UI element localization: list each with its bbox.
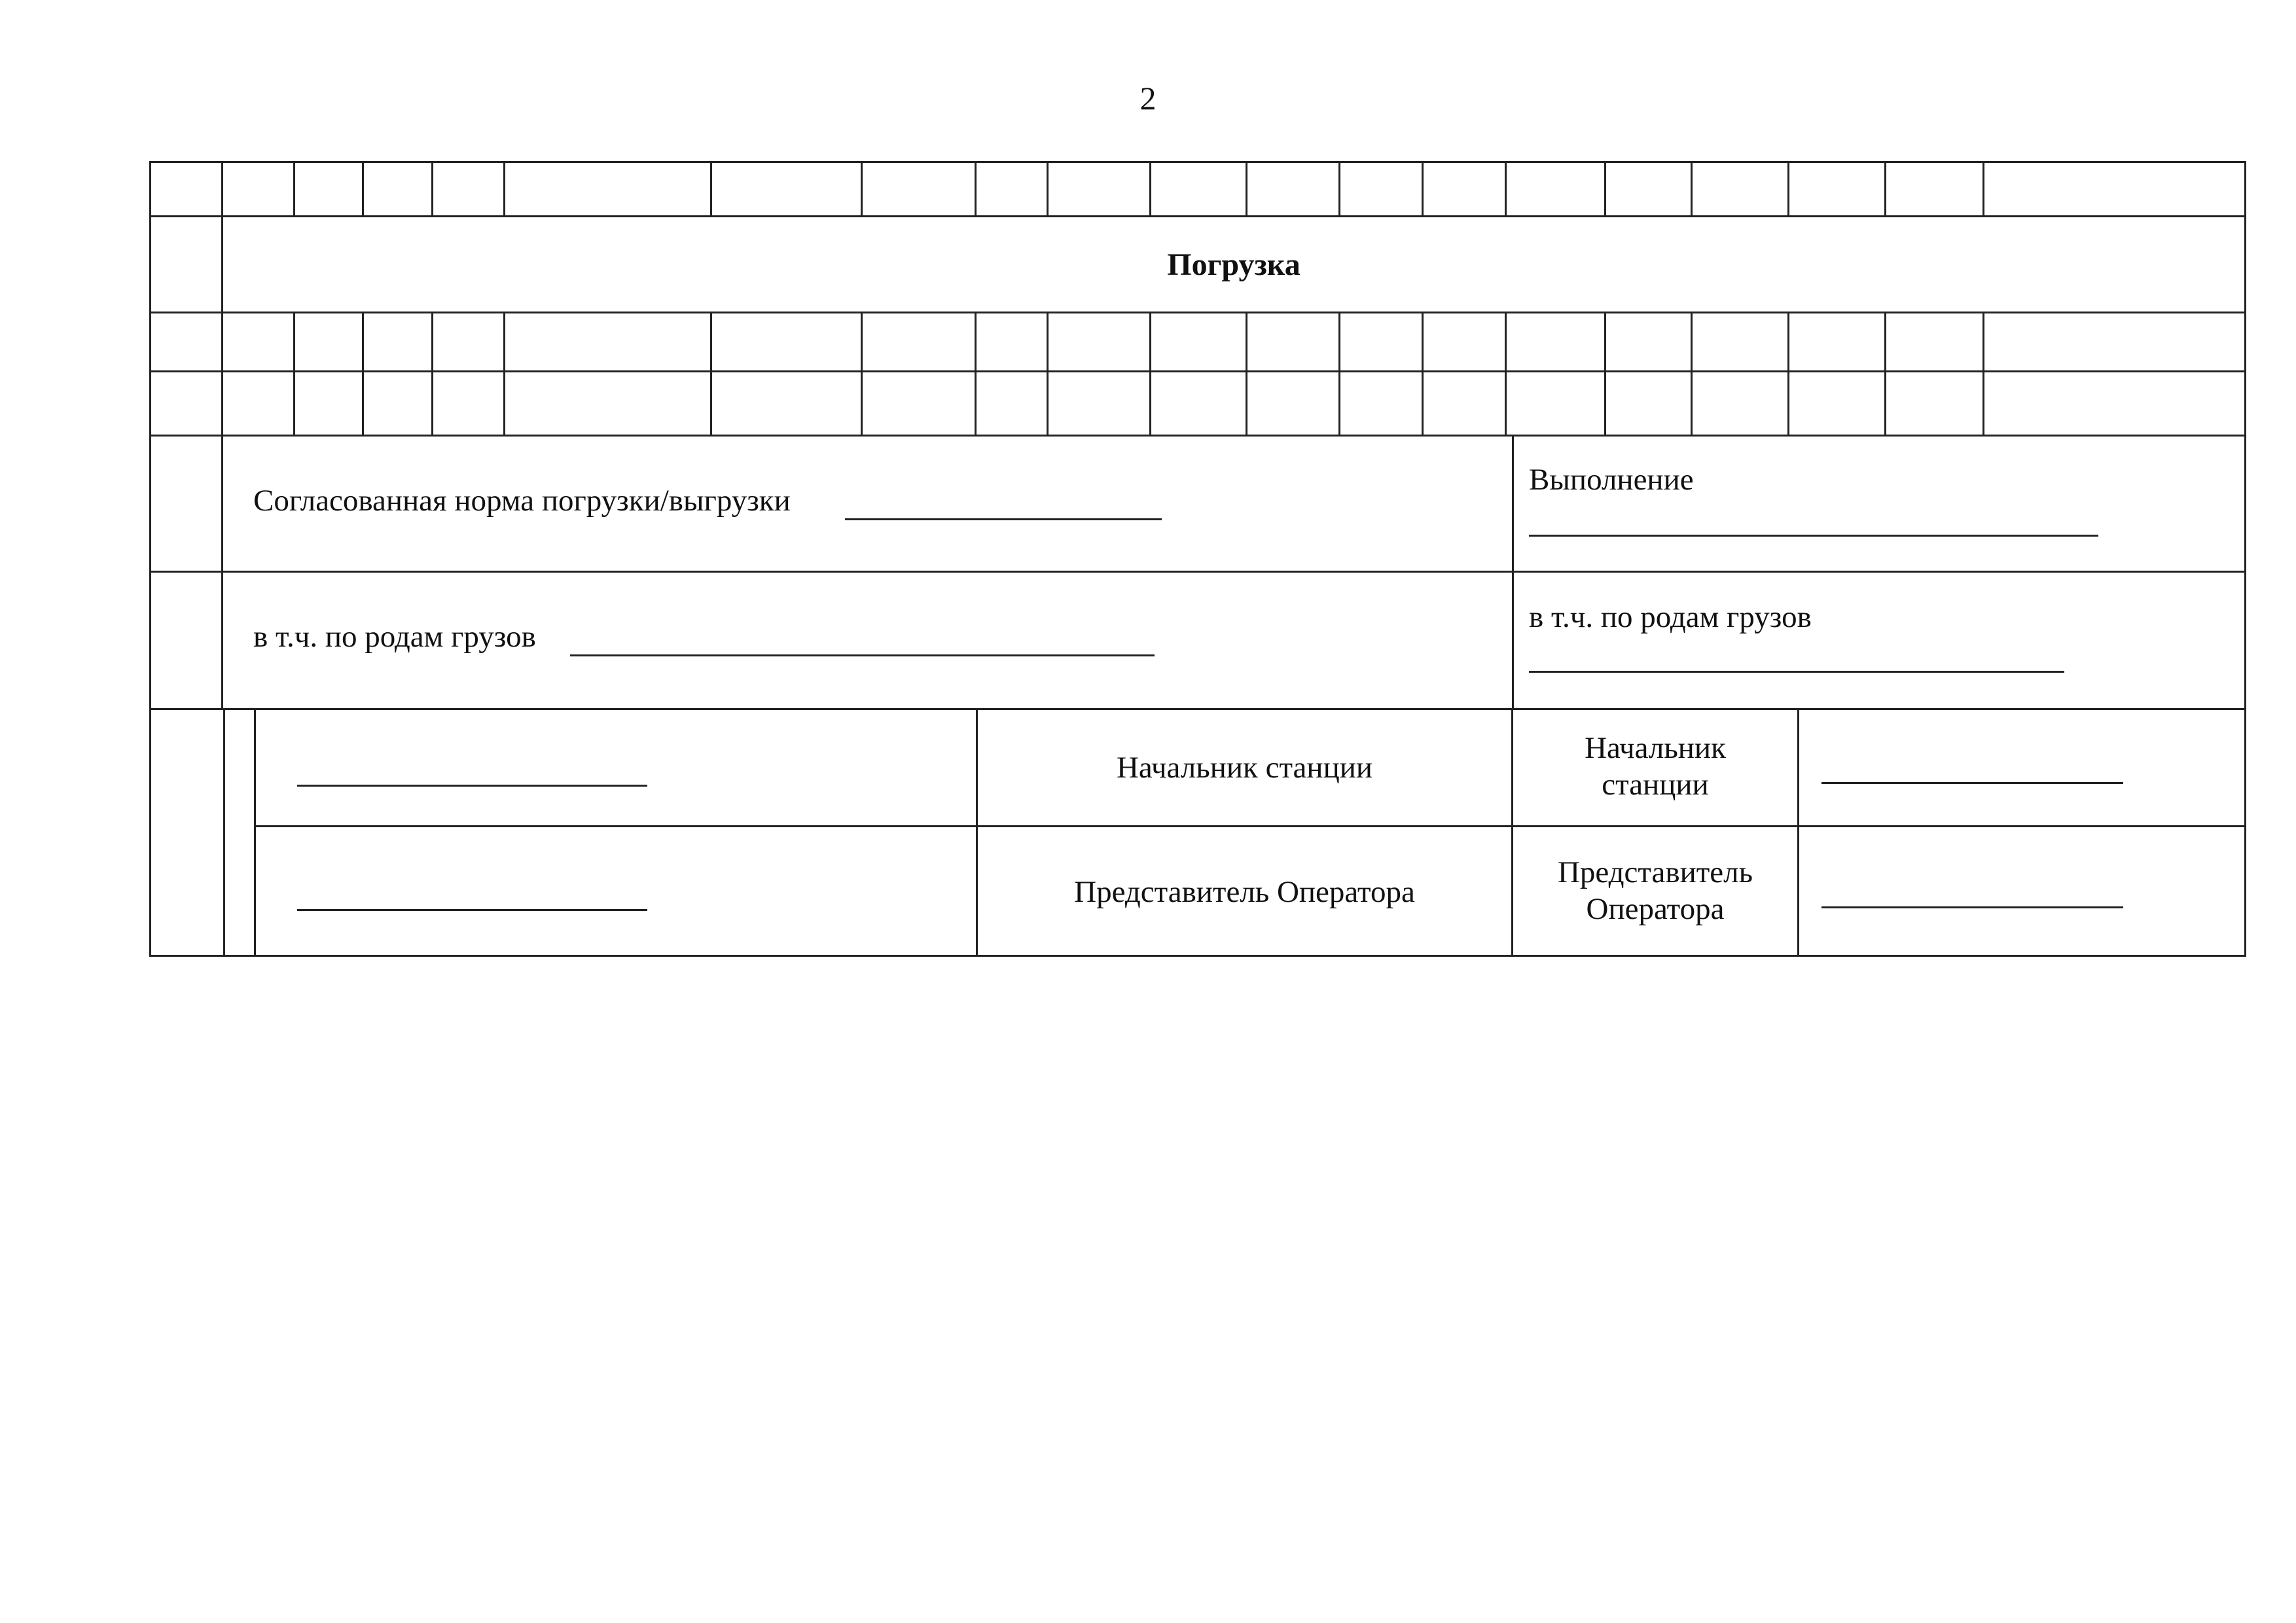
grid-cell — [1606, 372, 1693, 435]
grid-cell — [1606, 163, 1693, 215]
grid-cell — [364, 372, 433, 435]
grid-row-3 — [151, 372, 2244, 437]
station-chief-short-line-1: Начальник — [1585, 731, 1726, 765]
grid-cell — [863, 313, 977, 370]
norm-label: Согласованная норма погрузки/выгрузки — [253, 484, 791, 518]
row-marker-cell — [151, 573, 223, 708]
grid-cell — [1789, 313, 1886, 370]
grid-cell — [1693, 372, 1789, 435]
grid-cell — [295, 163, 364, 215]
grid-cell — [1886, 313, 1984, 370]
grid-cell — [977, 313, 1049, 370]
grid-cell — [1693, 163, 1789, 215]
grid-cell — [433, 163, 505, 215]
grid-cell — [977, 163, 1049, 215]
grid-cell — [433, 313, 505, 370]
cargo-left-fill-line — [570, 654, 1155, 656]
grid-cell — [1424, 163, 1507, 215]
grid-cell — [151, 163, 223, 215]
grid-cell — [1424, 372, 1507, 435]
station-chief-label: Начальник станции — [1116, 751, 1373, 785]
station-chief-short-line-2: станции — [1602, 768, 1709, 802]
execution-fill-line — [1529, 535, 2098, 537]
execution-label: Выполнение — [1529, 463, 1694, 497]
grid-row-2 — [151, 313, 2244, 372]
grid-cell — [712, 163, 863, 215]
grid-cell — [863, 372, 977, 435]
section-row — [151, 217, 2244, 313]
grid-cell — [1424, 313, 1507, 370]
operator-rep-short-line-1: Представитель — [1557, 855, 1753, 889]
operator-rep-short-line-2: Оператора — [1586, 892, 1725, 926]
grid-cell — [1606, 313, 1693, 370]
grid-cell — [505, 163, 712, 215]
loading-form-table — [149, 161, 2246, 957]
grid-cell — [1151, 163, 1247, 215]
grid-cell — [295, 313, 364, 370]
cargo-right-label: в т.ч. по родам грузов — [1529, 600, 1812, 634]
grid-cell — [223, 163, 295, 215]
grid-cell — [1789, 372, 1886, 435]
row-marker-cell — [151, 217, 223, 312]
grid-cell — [505, 313, 712, 370]
grid-cell — [505, 372, 712, 435]
grid-cell — [1049, 313, 1151, 370]
column-divider — [254, 710, 256, 955]
grid-cell — [1340, 163, 1424, 215]
grid-cell — [364, 163, 433, 215]
grid-cell — [1507, 372, 1606, 435]
grid-cell — [1984, 163, 2244, 215]
grid-cell — [1247, 313, 1340, 370]
grid-cell — [1049, 372, 1151, 435]
norm-row — [151, 437, 2244, 573]
cargo-left-label: в т.ч. по родам грузов — [253, 620, 536, 654]
grid-cell — [433, 372, 505, 435]
grid-cell — [364, 313, 433, 370]
grid-cell — [1247, 163, 1340, 215]
grid-cell — [1693, 313, 1789, 370]
cargo-left-cell — [223, 573, 1514, 708]
grid-cell — [863, 163, 977, 215]
grid-cell — [1886, 372, 1984, 435]
execution-cell — [1514, 437, 2244, 571]
grid-cell — [223, 372, 295, 435]
column-divider — [223, 710, 225, 955]
grid-cell — [712, 313, 863, 370]
grid-cell — [1507, 313, 1606, 370]
grid-cell — [1340, 313, 1424, 370]
page-number: 2 — [1139, 80, 1157, 116]
station-chief-right-signature-line — [1821, 782, 2123, 784]
column-divider — [976, 710, 978, 955]
cargo-right-cell — [1514, 573, 2244, 708]
norm-cell — [223, 437, 1514, 571]
grid-cell — [1507, 163, 1606, 215]
operator-rep-short-label — [1513, 854, 1797, 927]
grid-cell — [1247, 372, 1340, 435]
grid-cell — [977, 372, 1049, 435]
station-chief-signature-line — [297, 785, 647, 787]
grid-cell — [1984, 372, 2244, 435]
column-divider — [1797, 710, 1799, 955]
grid-cell — [295, 372, 364, 435]
grid-cell — [1886, 163, 1984, 215]
row-marker-cell — [151, 437, 223, 571]
grid-cell — [1151, 313, 1247, 370]
station-chief-short-label — [1513, 730, 1797, 803]
grid-cell — [223, 313, 295, 370]
grid-cell — [1984, 313, 2244, 370]
grid-cell — [1049, 163, 1151, 215]
grid-cell — [1340, 372, 1424, 435]
grid-cell — [1789, 163, 1886, 215]
cargo-row — [151, 573, 2244, 710]
signature-block — [151, 710, 2244, 955]
grid-cell — [1151, 372, 1247, 435]
operator-rep-signature-line — [297, 909, 647, 911]
operator-rep-right-signature-line — [1821, 906, 2123, 908]
norm-fill-line — [845, 518, 1162, 520]
grid-row-1 — [151, 163, 2244, 217]
grid-cell — [712, 372, 863, 435]
operator-rep-label: Представитель Оператора — [1074, 875, 1415, 909]
section-title: Погрузка — [1167, 247, 1300, 282]
cargo-right-fill-line — [1529, 671, 2064, 673]
grid-cell — [151, 372, 223, 435]
grid-cell — [151, 313, 223, 370]
row-divider — [254, 825, 2244, 827]
